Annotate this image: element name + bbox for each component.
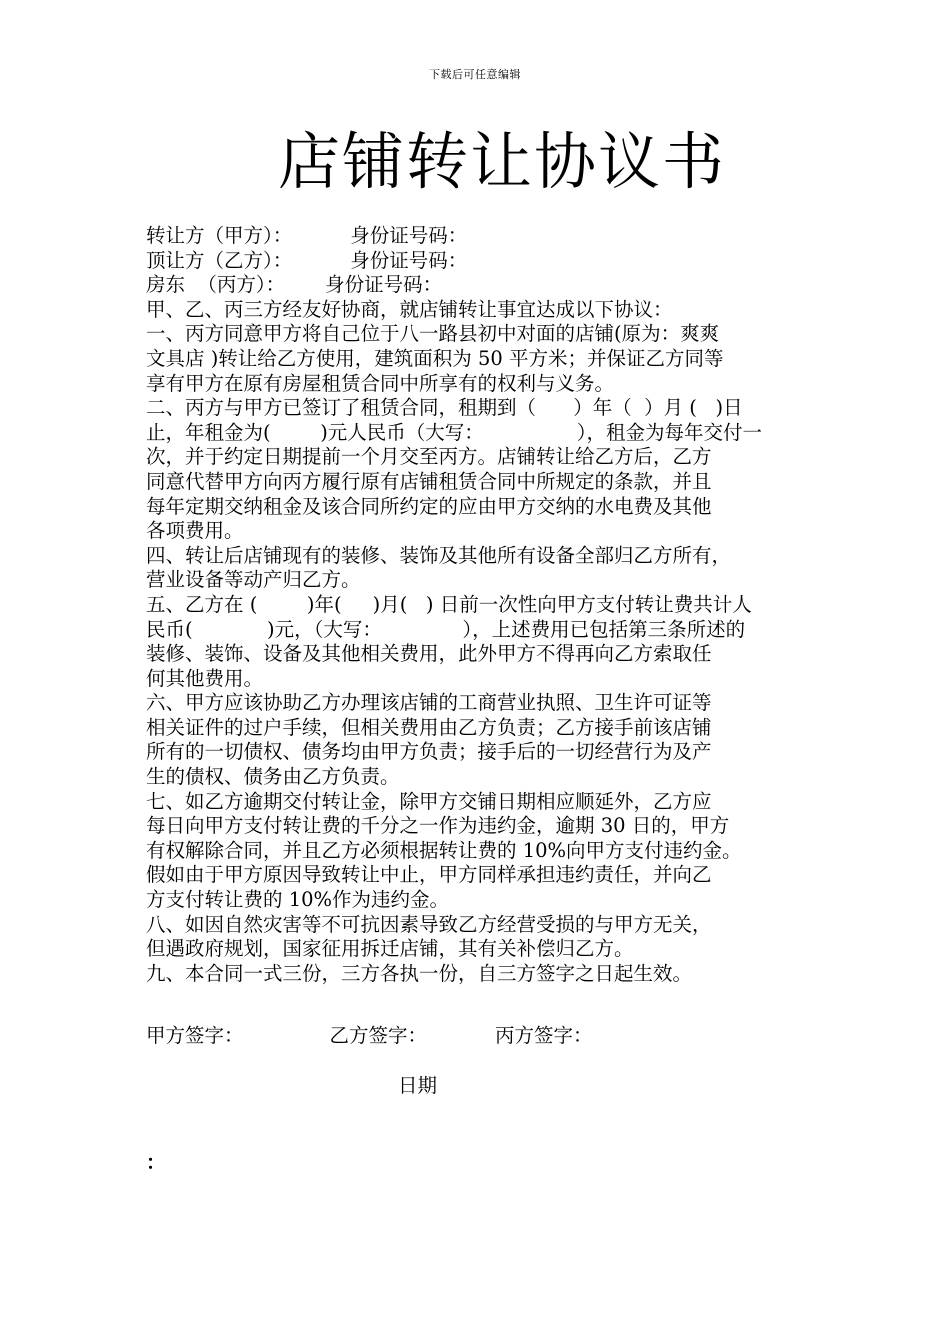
text-line: 民币( )元，（大写： ），上述费用已包括第三条所述的 — [146, 617, 746, 641]
text-line: 营业设备等动产归乙方。 — [146, 568, 361, 592]
party-c-label: 房东 （丙方）： — [146, 273, 286, 297]
text-line: 生的债权、债务由乙方负责。 — [146, 765, 400, 789]
text-line: 二、丙方与甲方已签订了租赁合同，租期到（ ）年（ ）月 ( )日 — [146, 396, 743, 420]
text-line: 文具店 )转让给乙方使用，建筑面积为 50 平方米；并保证乙方同等 — [146, 346, 724, 370]
text-line: 各项费用。 — [146, 519, 244, 543]
signature-row — [146, 1020, 593, 1048]
text-line: 八、如因自然灾害等不可抗因素导致乙方经营受损的与甲方无关， — [146, 912, 712, 936]
party-a-id-label: 身份证号码： — [350, 224, 468, 247]
text-line: 装修、装饰、设备及其他相关费用，此外甲方不得再向乙方索取任 — [146, 642, 712, 666]
trailing-colon: ： — [146, 1151, 166, 1174]
text-line: 同意代替甲方向丙方履行原有店铺租赁合同中所规定的条款，并且 — [146, 469, 712, 493]
party-line-b — [146, 249, 836, 274]
text-line: 六、甲方应该协助乙方办理该店铺的工商营业执照、卫生许可证等 — [146, 691, 712, 715]
party-line-c — [146, 273, 836, 298]
text-line: 相关证件的过户手续，但相关费用由乙方负责；乙方接手前该店铺 — [146, 715, 712, 739]
text-line: 次，并于约定日期提前一个月交至丙方。店铺转让给乙方后，乙方 — [146, 445, 712, 469]
agreement-body — [146, 224, 836, 986]
text-line: 每日向甲方支付转让费的千分之一作为违约金，逾期 30 日的，甲方 — [146, 814, 730, 838]
text-line: 四、转让后店铺现有的装修、装饰及其他所有设备全部归乙方所有， — [146, 543, 732, 567]
text-line: 假如由于甲方原因导致转让中止，甲方同样承担违约责任，并向乙 — [146, 863, 712, 887]
text-line: 享有甲方在原有房屋租赁合同中所享有的权利与义务。 — [146, 371, 615, 395]
text-line: 九、本合同一式三份，三方各执一份，自三方签字之日起生效。 — [146, 961, 693, 985]
party-b-signature-label: 乙方签字： — [329, 1024, 428, 1047]
party-c-signature-label: 丙方签字： — [495, 1024, 593, 1047]
party-b-id-label: 身份证号码： — [350, 248, 468, 272]
text-line: 方支付转让费的 10%作为违约金。 — [146, 888, 450, 912]
text-line: 何其他费用。 — [146, 666, 264, 690]
document-title: 店铺转让协议书 — [278, 125, 727, 198]
party-a-signature-label: 甲方签字： — [146, 1024, 244, 1047]
text-line: 甲、乙、丙三方经友好协商，就店铺转让事宜达成以下协议： — [146, 297, 673, 321]
party-a-label: 转让方（甲方）： — [146, 224, 293, 247]
text-line: 每年定期交纳租金及该合同所约定的应由甲方交纳的水电费及其他 — [146, 494, 712, 518]
party-b-label: 顶让方（乙方）： — [146, 248, 293, 272]
text-line: 但遇政府规划，国家征用拆迁店铺，其有关补偿归乙方。 — [146, 937, 634, 961]
text-line: 七、如乙方逾期交付转让金，除甲方交铺日期相应顺延外，乙方应 — [146, 789, 712, 813]
text-line: 一、丙方同意甲方将自己位于八一路县初中对面的店铺(原为：爽爽 — [146, 322, 720, 346]
text-line: 有权解除合同，并且乙方必须根据转让费的 10%向甲方支付违约金。 — [146, 838, 742, 862]
text-line: 所有的一切债权、债务均由甲方负责；接手后的一切经营行为及产 — [146, 740, 712, 764]
party-c-id-label: 身份证号码： — [325, 273, 443, 297]
header-note: 下载后可任意编辑 — [429, 68, 521, 81]
text-line: 五、乙方在 ( )年( )月( ) 日前一次性向甲方支付转让费共计人 — [146, 592, 752, 616]
text-line: 止，年租金为( )元人民币（大写： ），租金为每年交付一 — [146, 420, 763, 444]
party-line-a — [146, 224, 836, 249]
date-label: 日期 — [398, 1074, 438, 1097]
